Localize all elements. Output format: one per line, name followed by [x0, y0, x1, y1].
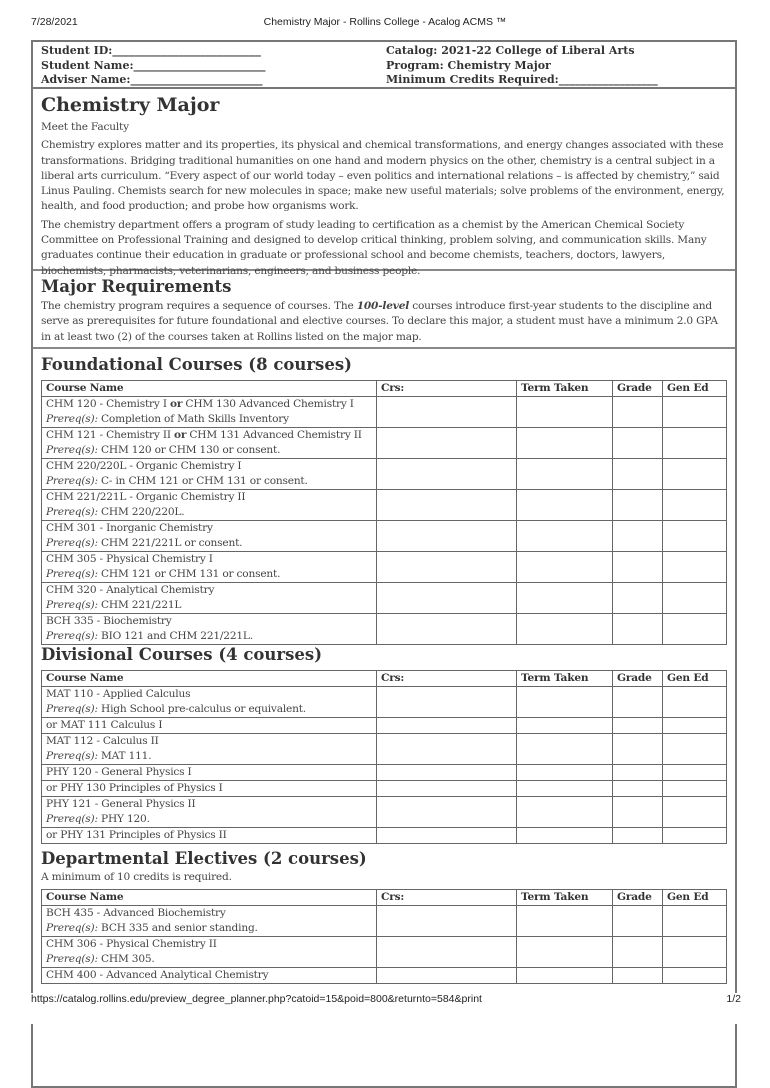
grade-cell[interactable] [613, 583, 663, 614]
column-term-taken: Term Taken [517, 671, 613, 687]
grade-cell[interactable] [613, 765, 663, 781]
crs-cell[interactable] [377, 397, 517, 428]
requirements-heading: Major Requirements [41, 277, 232, 296]
crs-cell[interactable] [377, 490, 517, 521]
gen-ed-cell[interactable] [663, 968, 727, 984]
course-prereq: Prereq(s): High School pre-calculus or equivalent. [46, 703, 306, 715]
course-row [42, 765, 727, 781]
course-row [42, 490, 727, 521]
course-name-cell [42, 428, 377, 459]
column-term-taken: Term Taken [517, 890, 613, 906]
course-row [42, 797, 727, 828]
column-gen-ed: Gen Ed [663, 671, 727, 687]
footer-url: https://catalog.rollins.edu/preview_degree_planner.php?catoid=15&poid=800&returnto=584&print [31, 993, 482, 1005]
foundational-heading: Foundational Courses (8 courses) [41, 355, 352, 374]
course-name-cell [42, 459, 377, 490]
grade-cell[interactable] [613, 552, 663, 583]
term-taken-cell[interactable] [517, 797, 613, 828]
course-title[interactable]: CHM 305 - Physical Chemistry I [46, 553, 213, 565]
course-name-cell [42, 781, 377, 797]
page-title: Chemistry Major [41, 94, 220, 116]
term-taken-cell[interactable] [517, 828, 613, 844]
course-title[interactable]: CHM 120 - Chemistry I or CHM 130 Advanced Chemistry I [46, 398, 354, 410]
course-prereq: Prereq(s): BIO 121 and CHM 221/221L. [46, 630, 253, 642]
crs-cell[interactable] [377, 781, 517, 797]
print-title: Chemistry Major - Rollins College - Acalog ACMS ™ [263, 16, 507, 28]
course-prereq: Prereq(s): BCH 335 and senior standing. [46, 922, 258, 935]
column-grade: Grade [613, 381, 663, 397]
course-row [42, 397, 727, 428]
grade-cell[interactable] [613, 828, 663, 844]
program-label: Program: Chemistry Major [386, 58, 551, 72]
course-title[interactable]: or PHY 131 Principles of Physics II [46, 829, 227, 841]
course-title[interactable]: CHM 320 - Analytical Chemistry [46, 584, 215, 596]
course-name-cell [42, 397, 377, 428]
course-title[interactable]: CHM 221/221L - Organic Chemistry II [46, 491, 246, 503]
column-course-name: Course Name [42, 890, 377, 906]
course-title[interactable]: CHM 220/220L - Organic Chemistry I [46, 460, 242, 472]
gen-ed-cell[interactable] [663, 781, 727, 797]
course-prereq: Prereq(s): PHY 120. [46, 813, 150, 825]
gen-ed-cell[interactable] [663, 552, 727, 583]
course-name-cell [42, 906, 377, 937]
course-prereq: Prereq(s): CHM 221/221L [46, 599, 182, 611]
student-id-field[interactable]: Student ID:___________________________ [41, 44, 261, 57]
grade-cell[interactable] [613, 521, 663, 552]
course-prereq: Prereq(s): CHM 120 or CHM 130 or consent. [46, 444, 281, 456]
course-row [42, 459, 727, 490]
course-name-cell [42, 490, 377, 521]
column-gen-ed: Gen Ed [663, 890, 727, 906]
gen-ed-cell[interactable] [663, 906, 727, 937]
course-name-cell [42, 797, 377, 828]
gen-ed-cell[interactable] [663, 734, 727, 765]
crs-cell[interactable] [377, 428, 517, 459]
crs-cell[interactable] [377, 828, 517, 844]
course-row [42, 937, 727, 968]
grade-cell[interactable] [613, 687, 663, 718]
course-row [42, 734, 727, 765]
course-row [42, 428, 727, 459]
crs-cell[interactable] [377, 968, 517, 984]
adviser-name-field[interactable]: Adviser Name:________________________ [41, 73, 263, 86]
term-taken-cell[interactable] [517, 428, 613, 459]
requirements-text: The chemistry program requires a sequence of courses. The 100-level courses introduce first-year students to the discipline and serve as prerequisites for future foundational and elective courses. To declare this major, a student must have a minimum 2.0 GPA in at least two (2) of the courses taken at Rollins listed on the major map. [41, 300, 718, 343]
course-title[interactable]: BCH 435 - Advanced Biochemistry [46, 907, 226, 920]
term-taken-cell[interactable] [517, 968, 613, 984]
gen-ed-cell[interactable] [663, 521, 727, 552]
column-gen-ed: Gen Ed [663, 381, 727, 397]
electives-table [41, 889, 727, 984]
term-taken-cell[interactable] [517, 459, 613, 490]
term-taken-cell[interactable] [517, 521, 613, 552]
intro-paragraph-1: Chemistry explores matter and its properties, its physical and chemical transformations, and energy changes associated with these transformations. Bridging traditional humanities on one hand and modern physics on the other, chemistry is a central subject in a liberal arts curriculum. “Every aspect of our world today – even politics and international relations – is affected by chemistry,” said Linus Pauling. Chemists search for new molecules in space; make new useful materials; solve problems of the environment, energy, health, and food production; and probe how organisms work. [41, 139, 725, 213]
table-header-row [42, 671, 727, 687]
gen-ed-cell[interactable] [663, 428, 727, 459]
course-row [42, 552, 727, 583]
gen-ed-cell[interactable] [663, 490, 727, 521]
term-taken-cell[interactable] [517, 397, 613, 428]
course-prereq: Prereq(s): CHM 121 or CHM 131 or consent. [46, 568, 281, 580]
divisional-heading: Divisional Courses (4 courses) [41, 645, 322, 664]
course-name-cell [42, 521, 377, 552]
term-taken-cell[interactable] [517, 734, 613, 765]
course-name-cell [42, 828, 377, 844]
gen-ed-cell[interactable] [663, 459, 727, 490]
course-name-cell [42, 583, 377, 614]
course-title[interactable]: CHM 400 - Advanced Analytical Chemistry [46, 969, 269, 982]
column-course-name: Course Name [42, 671, 377, 687]
grade-cell[interactable] [613, 428, 663, 459]
student-info-box [31, 40, 737, 89]
crs-cell[interactable] [377, 734, 517, 765]
crs-cell[interactable] [377, 906, 517, 937]
term-taken-cell[interactable] [517, 906, 613, 937]
course-prereq: Prereq(s): CHM 305. [46, 953, 155, 966]
column-crs: Crs: [377, 890, 517, 906]
gen-ed-cell[interactable] [663, 828, 727, 844]
course-prereq: Prereq(s): CHM 220/220L. [46, 506, 185, 518]
crs-cell[interactable] [377, 552, 517, 583]
meet-faculty-link[interactable]: Meet the Faculty [41, 121, 129, 133]
crs-cell[interactable] [377, 765, 517, 781]
intro-paragraph-2: The chemistry department offers a program of study leading to certification as a chemist by the American Chemical Society Committee on Professional Training and designed to develop critical thinking, problem solving, and communication skills. Many graduates continue their education in graduate or professional school and become chemists, teachers, doctors, lawyers, biochemists, pharmacists, veterinarians, engineers, and business people. [41, 218, 707, 277]
term-taken-cell[interactable] [517, 781, 613, 797]
course-title[interactable]: PHY 121 - General Physics II [46, 798, 196, 810]
column-grade: Grade [613, 890, 663, 906]
course-row [42, 718, 727, 734]
course-title[interactable]: CHM 121 - Chemistry II or CHM 131 Advanced Chemistry II [46, 429, 362, 441]
grade-cell[interactable] [613, 937, 663, 968]
grade-cell[interactable] [613, 397, 663, 428]
catalog-label: Catalog: 2021-22 College of Liberal Arts [386, 44, 635, 57]
column-term-taken: Term Taken [517, 381, 613, 397]
crs-cell[interactable] [377, 718, 517, 734]
term-taken-cell[interactable] [517, 552, 613, 583]
course-title[interactable]: or PHY 130 Principles of Physics I [46, 782, 223, 794]
course-name-cell [42, 968, 377, 984]
course-name-cell [42, 734, 377, 765]
crs-cell[interactable] [377, 521, 517, 552]
course-name-cell [42, 552, 377, 583]
course-row [42, 583, 727, 614]
gen-ed-cell[interactable] [663, 397, 727, 428]
column-grade: Grade [613, 671, 663, 687]
course-name-cell [42, 718, 377, 734]
print-footer [31, 993, 751, 1024]
page-number: 1/2 [726, 993, 741, 1005]
electives-note: A minimum of 10 credits is required. [41, 871, 232, 883]
course-prereq: Prereq(s): CHM 221/221L or consent. [46, 537, 243, 549]
gen-ed-cell[interactable] [663, 937, 727, 968]
course-title[interactable]: CHM 301 - Inorganic Chemistry [46, 522, 213, 534]
print-date: 7/28/2021 [31, 16, 78, 28]
student-name-field[interactable]: Student Name:________________________ [41, 58, 266, 72]
crs-cell[interactable] [377, 459, 517, 490]
divisional-table [41, 670, 727, 844]
grade-cell[interactable] [613, 490, 663, 521]
gen-ed-cell[interactable] [663, 765, 727, 781]
electives-heading: Departmental Electives (2 courses) [41, 849, 367, 868]
crs-cell[interactable] [377, 583, 517, 614]
grade-cell[interactable] [613, 797, 663, 828]
course-title[interactable]: or MAT 111 Calculus I [46, 719, 163, 731]
term-taken-cell[interactable] [517, 583, 613, 614]
gen-ed-cell[interactable] [663, 797, 727, 828]
grade-cell[interactable] [613, 718, 663, 734]
course-title[interactable]: CHM 306 - Physical Chemistry II [46, 938, 217, 951]
grade-cell[interactable] [613, 781, 663, 797]
grade-cell[interactable] [613, 906, 663, 937]
degree-planner [31, 88, 737, 1088]
term-taken-cell[interactable] [517, 687, 613, 718]
course-title[interactable]: PHY 120 - General Physics I [46, 766, 192, 778]
course-name-cell [42, 937, 377, 968]
course-title[interactable]: MAT 110 - Applied Calculus [46, 688, 191, 700]
course-row [42, 687, 727, 718]
course-name-cell [42, 765, 377, 781]
course-row [42, 906, 727, 937]
grade-cell[interactable] [613, 459, 663, 490]
course-prereq: Prereq(s): MAT 111. [46, 750, 152, 762]
gen-ed-cell[interactable] [663, 718, 727, 734]
table-header-row [42, 890, 727, 906]
course-title[interactable]: BCH 335 - Biochemistry [46, 615, 172, 627]
course-prereq: Prereq(s): C- in CHM 121 or CHM 131 or consent. [46, 475, 308, 487]
foundational-table [41, 380, 727, 645]
course-row [42, 521, 727, 552]
min-credits-field[interactable]: Minimum Credits Required:__________________ [386, 73, 658, 86]
course-name-cell [42, 687, 377, 718]
table-header-row [42, 381, 727, 397]
course-prereq: Prereq(s): Completion of Math Skills Inventory [46, 413, 289, 425]
crs-cell[interactable] [377, 797, 517, 828]
gen-ed-cell[interactable] [663, 583, 727, 614]
grade-cell[interactable] [613, 968, 663, 984]
gen-ed-cell[interactable] [663, 687, 727, 718]
column-crs: Crs: [377, 381, 517, 397]
crs-cell[interactable] [377, 937, 517, 968]
column-crs: Crs: [377, 671, 517, 687]
course-row [42, 968, 727, 984]
term-taken-cell[interactable] [517, 937, 613, 968]
course-title[interactable]: MAT 112 - Calculus II [46, 735, 159, 747]
term-taken-cell[interactable] [517, 718, 613, 734]
term-taken-cell[interactable] [517, 490, 613, 521]
term-taken-cell[interactable] [517, 765, 613, 781]
grade-cell[interactable] [613, 734, 663, 765]
course-row [42, 781, 727, 797]
column-course-name: Course Name [42, 381, 377, 397]
course-row [42, 828, 727, 844]
crs-cell[interactable] [377, 687, 517, 718]
